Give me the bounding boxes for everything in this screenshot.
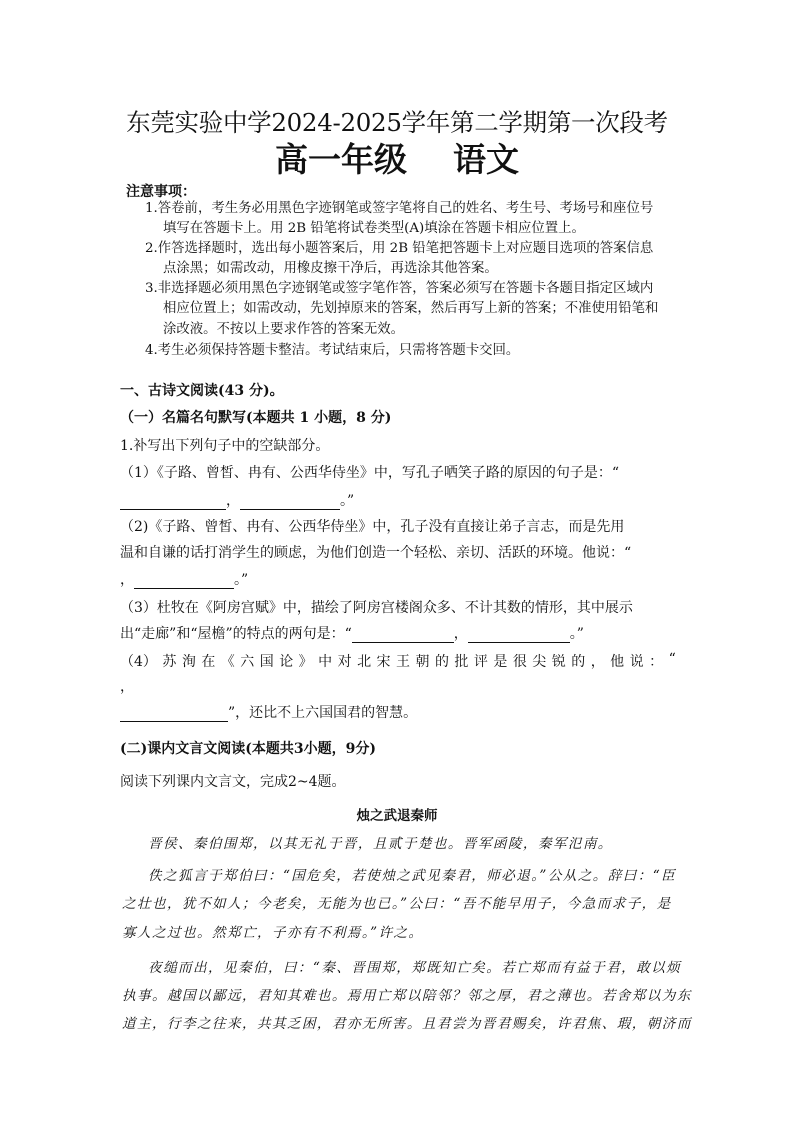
- question1-3-text-2: 出“走廊”和“屋檐”的特点的两句是：“ ， 。”: [120, 626, 584, 642]
- notice-heading: 注意事项：: [126, 184, 196, 200]
- section2-title: (二)课内文言文阅读(本题共3小题，9分): [120, 741, 376, 757]
- passage-line: 执事。越国以鄙远，君知其难也。焉用亡郑以陪邻？邻之厚，君之薄也。若舍郑以为东: [122, 988, 692, 1004]
- notice-item-2-line-2: 点涂黑；如需改动，用橡皮擦干净后，再选涂其他答案。: [163, 261, 498, 276]
- section2-intro: 阅读下列课内文言文，完成2~4题。: [120, 774, 346, 790]
- passage-line: 晋侯、秦伯围郑，以其无礼于晋，且贰于楚也。晋军函陵，秦军氾南。: [148, 836, 613, 852]
- question1-2-text-2: 温和自谦的话打消学生的顾虑，为他们创造一个轻松、亲切、活跃的环境。他说：“: [120, 545, 632, 561]
- passage-line: 寡人之过也。然郑亡，子亦有不利焉。”许之。: [122, 925, 424, 941]
- answer-blank[interactable]: [240, 495, 340, 510]
- passage-line: 之壮也，犹不如人；今老矣，无能为也已。”公曰：“吾不能早用子，今急而求子，是: [122, 896, 672, 912]
- passage-line: 佚之狐言于郑伯曰：“国危矣，若使烛之武见秦君，师必退。”公从之。辞曰：“臣: [148, 868, 677, 884]
- answer-blank[interactable]: [468, 628, 570, 643]
- question1-stem: 1.补写出下列句子中的空缺部分。: [120, 438, 330, 454]
- notice-item-3-line-3: 涂改液。不按以上要求作答的答案无效。: [163, 322, 405, 337]
- passage-line: 夜缒而出，见秦伯，曰：“秦、晋围郑，郑既知亡矣。若亡郑而有益于君，敢以烦: [148, 960, 682, 976]
- question1-4-comma: ，: [120, 679, 134, 695]
- question1-1-text: （1）《子路、曾皙、冉有、公西华侍坐》中，写孔子哂笑子路的原因的句子是：“: [120, 465, 620, 481]
- notice-item-3-line-2: 相应位置上；如需改动，先划掉原来的答案，然后再写上新的答案；不准使用铅笔和: [163, 301, 659, 316]
- passage-title: 烛之武退秦师: [356, 808, 438, 824]
- grade-label: 高一年级: [275, 140, 407, 179]
- question1-2-text-1: （2)《子路、曾皙、冉有、公西华侍坐》中，孔子没有直接让弟子言志，而是先用: [120, 519, 625, 535]
- grade-subject-heading: [0, 134, 794, 181]
- notice-item-3-line-1: 3.非选择题必须用黑色字迹钢笔或签字笔作答，答案必须写在答题卡各题目指定区域内: [145, 281, 654, 296]
- notice-item-4-line-1: 4.考生必须保持答题卡整洁。考试结束后，只需将答题卡交回。: [145, 343, 520, 358]
- question1-1-blanks: ， 。”: [120, 490, 354, 510]
- question1-3-text-1: （3）杜牧在《阿房宫赋》中，描绘了阿房宫楼阁众多、不计其数的情形，其中展示: [120, 600, 633, 616]
- notice-item-1-line-1: 1.答卷前，考生务必用黑色字迹钢笔或签字笔将自己的姓名、考生号、考场号和座位号: [145, 201, 654, 216]
- passage-line: 道主，行李之往来，共其乏困，君亦无所害。且君尝为晋君赐矣，许君焦、瑕，朝济而: [122, 1016, 692, 1032]
- answer-blank[interactable]: [352, 628, 454, 643]
- question1-4-blank-line: ”，还比不上六国国君的智慧。: [120, 702, 417, 722]
- exam-title: 东莞实验中学2024-2025学年第二学期第一次段考: [126, 108, 668, 137]
- question1-4-text: （4） 苏 洵 在 《 六 国 论 》 中 对 北 宋 王 朝 的 批 评 是 很 尖 锐 的 ， 他 说 ： “: [120, 651, 676, 670]
- part1-title: 一、古诗文阅读(43 分)。: [120, 383, 284, 399]
- subject-label: 语文: [453, 140, 519, 179]
- notice-item-2-line-1: 2.作答选择题时，选出每小题答案后，用 2B 铅笔把答题卡上对应题目选项的答案信息: [145, 241, 654, 256]
- section1-title: （一）名篇名句默写(本题共 1 小题，8 分): [120, 410, 392, 426]
- answer-blank[interactable]: [120, 707, 228, 722]
- answer-blank[interactable]: [134, 574, 234, 589]
- notice-item-1-line-2: 填写在答题卡上。用 2B 铅笔将试卷类型(A)填涂在答题卡相应位置上。: [163, 221, 585, 236]
- answer-blank[interactable]: [120, 495, 226, 510]
- question1-2-blanks: ， 。”: [120, 572, 249, 588]
